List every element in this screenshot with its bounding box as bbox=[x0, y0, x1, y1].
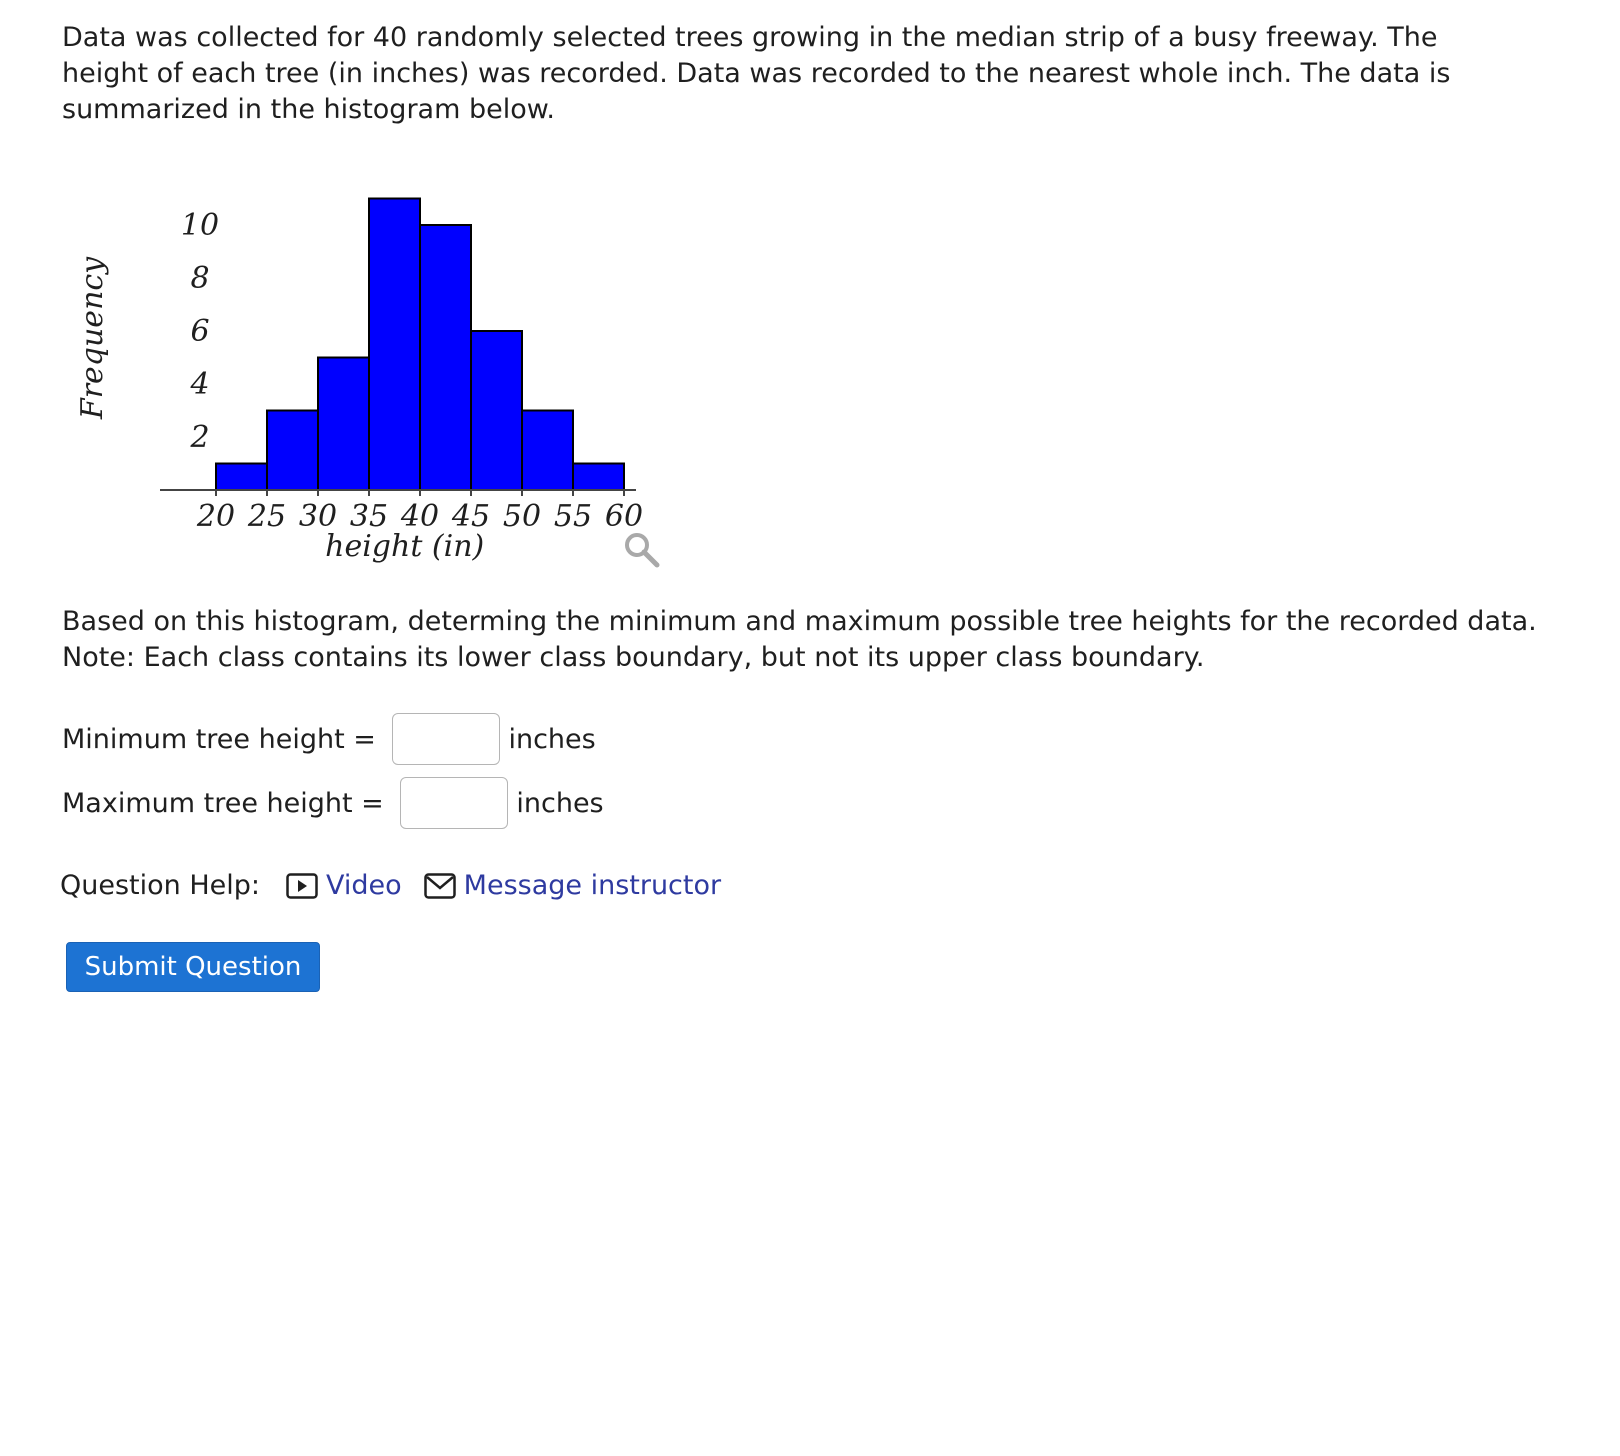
question-help bbox=[60, 870, 721, 901]
histogram-bar bbox=[216, 464, 267, 491]
prompt-line-2: Note: Each class contains its lower class boundary, but not its upper class boundary. bbox=[62, 642, 1205, 673]
video-link-label: Video bbox=[326, 870, 402, 901]
message-instructor-label: Message instructor bbox=[463, 870, 722, 901]
histogram-chart bbox=[0, 160, 700, 580]
envelope-icon bbox=[424, 873, 456, 899]
x-axis-label: height (in) bbox=[325, 529, 485, 564]
y-axis-ticks bbox=[181, 208, 219, 455]
y-axis-label: Frequency bbox=[75, 256, 110, 420]
prompt-line-1: Based on this histogram, determing the minimum and maximum possible tree heights for the recorded data. bbox=[62, 606, 1537, 637]
y-tick-label: 8 bbox=[190, 261, 210, 296]
histogram-bar bbox=[471, 331, 522, 490]
y-tick-label: 10 bbox=[180, 208, 220, 243]
max-height-label: Maximum tree height = bbox=[62, 787, 393, 819]
y-tick-label: 4 bbox=[190, 367, 210, 402]
question-prompt bbox=[62, 604, 1542, 676]
magnifier-icon[interactable] bbox=[627, 535, 657, 565]
histogram-bar bbox=[573, 464, 624, 491]
histogram-bar bbox=[420, 225, 471, 490]
x-tick-label: 30 bbox=[298, 499, 338, 534]
min-height-row bbox=[62, 713, 596, 765]
y-tick-label: 6 bbox=[190, 314, 210, 349]
x-tick-label: 45 bbox=[451, 499, 491, 534]
y-tick-label: 2 bbox=[190, 420, 210, 455]
x-tick-label: 20 bbox=[196, 499, 236, 534]
histogram-bar bbox=[318, 358, 369, 491]
x-tick-label: 25 bbox=[247, 499, 287, 534]
video-link[interactable] bbox=[286, 870, 402, 901]
x-tick-label: 35 bbox=[349, 499, 389, 534]
x-tick-label: 55 bbox=[553, 499, 593, 534]
x-tick-label: 40 bbox=[400, 499, 440, 534]
submit-button[interactable]: Submit Question bbox=[66, 942, 320, 992]
min-height-label: Minimum tree height = bbox=[62, 723, 385, 755]
max-height-unit: inches bbox=[516, 787, 604, 819]
x-axis-ticks bbox=[196, 490, 643, 534]
min-height-input[interactable] bbox=[392, 713, 500, 765]
x-tick-label: 50 bbox=[502, 499, 542, 534]
question-intro: Data was collected for 40 randomly selected trees growing in the median strip of a busy freeway. The height of each tree (in inches) was recorded. Data was recorded to the nearest whole inch. The data is summarized in the histogram below. bbox=[62, 22, 1451, 125]
histogram-bars bbox=[216, 199, 624, 491]
histogram-bar bbox=[267, 411, 318, 491]
message-instructor-link[interactable] bbox=[424, 870, 721, 901]
max-height-input[interactable] bbox=[400, 777, 508, 829]
x-tick-label: 60 bbox=[604, 499, 644, 534]
histogram-bar bbox=[369, 199, 420, 491]
play-icon bbox=[286, 873, 318, 899]
histogram-bar bbox=[522, 411, 573, 491]
min-height-unit: inches bbox=[508, 723, 596, 755]
question-help-label: Question Help: bbox=[60, 870, 260, 901]
max-height-row bbox=[62, 777, 604, 829]
